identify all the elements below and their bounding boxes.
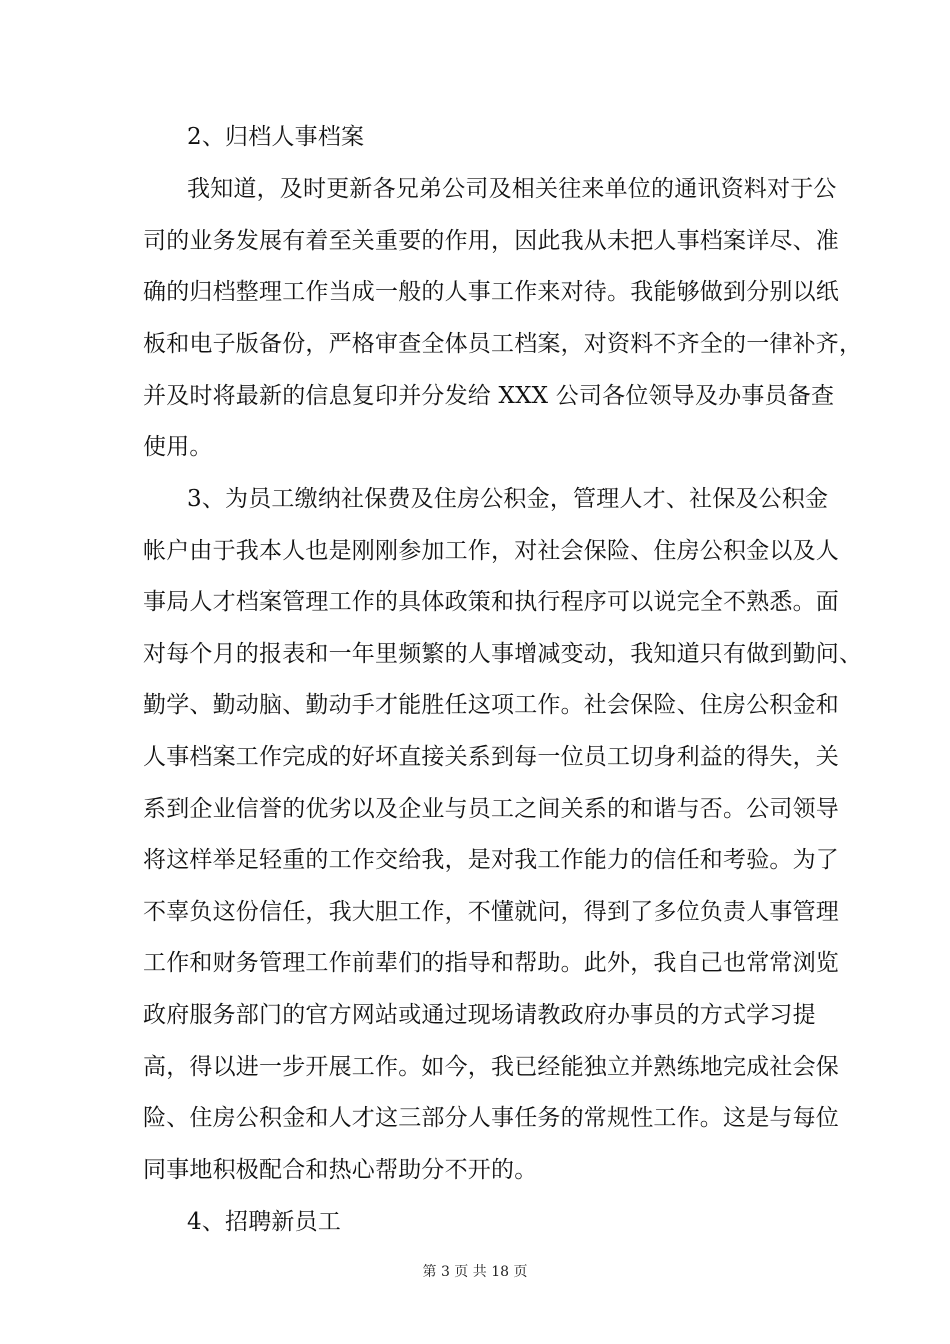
paragraph-line: 不辜负这份信任，我大胆工作，不懂就问，得到了多位负责人事管理 <box>143 899 839 925</box>
paragraph-line: 人事档案工作完成的好坏直接关系到每一位员工切身利益的得失，关 <box>143 744 839 770</box>
paragraph-line: 板和电子版备份，严格审查全体员工档案，对资料不齐全的一律补齐， <box>143 331 863 357</box>
paragraph-line: 险、住房公积金和人才这三部分人事任务的常规性工作。这是与每位 <box>143 1105 839 1131</box>
paragraph-line: 同事地积极配合和热心帮助分不开的。 <box>143 1157 538 1183</box>
paragraph-line: 司的业务发展有着至关重要的作用，因此我从未把人事档案详尽、准 <box>143 228 839 254</box>
paragraph-line: 将这样举足轻重的工作交给我，是对我工作能力的信任和考验。为了 <box>143 847 839 873</box>
section-heading-2: 2、归档人事档案 <box>187 124 365 150</box>
paragraph-line: 3、为员工缴纳社保费及住房公积金，管理人才、社保及公积金 <box>187 486 829 512</box>
paragraph-line: 政府服务部门的官方网站或通过现场请教政府办事员的方式学习提 <box>143 1002 816 1028</box>
paragraph-line: 我知道，及时更新各兄弟公司及相关往来单位的通讯资料对于公 <box>187 176 837 202</box>
paragraph-line: 并及时将最新的信息复印并分发给 XXX 公司各位领导及办事员备查 <box>143 383 835 409</box>
paragraph-line: 高，得以进一步开展工作。如今，我已经能独立并熟练地完成社会保 <box>143 1054 839 1080</box>
section-heading-4: 4、招聘新员工 <box>187 1209 342 1235</box>
paragraph-line: 事局人才档案管理工作的具体政策和执行程序可以说完全不熟悉。面 <box>143 589 839 615</box>
paragraph-line: 工作和财务管理工作前辈们的指导和帮助。此外，我自己也常常浏览 <box>143 950 839 976</box>
paragraph-line: 勤学、勤动脑、勤动手才能胜任这项工作。社会保险、住房公积金和 <box>143 692 839 718</box>
page-footer: 第 3 页 共 18 页 <box>422 1264 528 1280</box>
paragraph-line: 系到企业信誉的优劣以及企业与员工之间关系的和谐与否。公司领导 <box>143 796 839 822</box>
paragraph-line: 帐户由于我本人也是刚刚参加工作，对社会保险、住房公积金以及人 <box>143 538 839 564</box>
paragraph-line: 确的归档整理工作当成一般的人事工作来对待。我能够做到分别以纸 <box>143 279 839 305</box>
paragraph-line: 使用。 <box>143 434 213 460</box>
paragraph-line: 对每个月的报表和一年里频繁的人事增减变动，我知道只有做到勤问、 <box>143 641 863 667</box>
